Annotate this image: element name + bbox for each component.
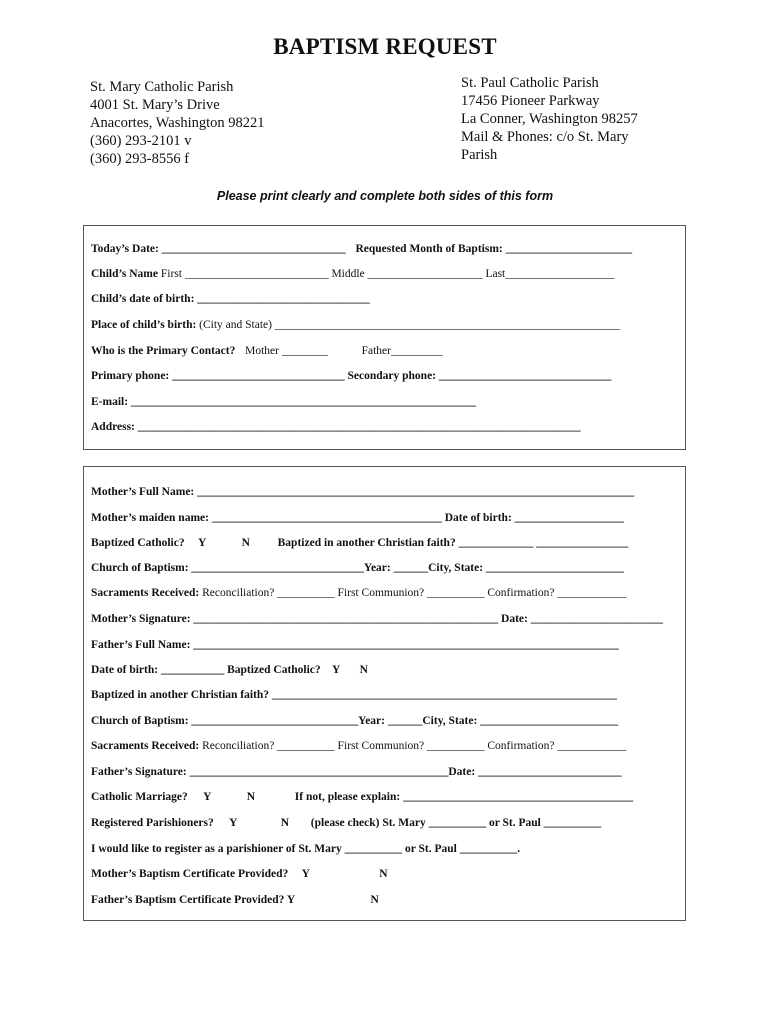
address-line: (360) 293-2101 v [90,133,192,149]
st-mary-address [90,78,265,168]
mother-cert-label: Mother’s Baptism Certificate Provided? [91,868,289,880]
yes-option[interactable]: Y [229,817,237,829]
birth-place-row [91,319,620,331]
mother-sacraments-row [91,587,626,599]
address-line: 4001 St. Mary’s Drive [90,97,220,113]
email-field[interactable]: E-mail: ____________________________________________________________ [91,396,476,408]
child-name-row [91,268,615,280]
no-option[interactable]: N [280,817,290,829]
no-option[interactable]: N [359,664,368,676]
no-option[interactable]: N [379,868,388,880]
address-line: La Conner, Washington 98257 [461,111,638,127]
address-line: St. Mary Catholic Parish [90,79,234,95]
catholic-marriage-label: Catholic Marriage? [91,791,188,803]
father-other-faith-field[interactable]: Baptized in another Christian faith? ____________________________________________________________ [91,689,617,701]
primary-contact-mother-option[interactable]: Mother ________ [245,345,328,357]
father-dob-row [91,664,368,676]
baptized-catholic-label: Baptized Catholic? [91,537,185,549]
marriage-explain-field[interactable]: If not, please explain: ________________________________________ [294,791,634,803]
father-full-name-field[interactable]: Father’s Full Name: __________________________________________________________________________ [91,639,619,651]
sacraments-label: Sacraments Received: [91,740,200,752]
father-dob-field[interactable]: Date of birth: ___________ Baptized Catholic? [91,664,321,676]
mother-other-faith-field[interactable]: Baptized in another Christian faith? _____________ ________________ [277,537,629,549]
yes-option[interactable]: Y [203,791,211,803]
parents-info-section [83,466,686,921]
address-line: Parish [461,147,498,163]
birth-place-field[interactable]: (City and State) ____________________________________________________________ [199,319,620,331]
mother-cert-row [91,868,388,880]
child-name-label: Child’s Name [91,268,158,280]
address-line: (360) 293-8556 f [90,151,190,167]
no-option[interactable]: N [241,537,250,549]
registered-label: Registered Parishioners? [91,817,214,829]
form-title: BAPTISM REQUEST [273,34,497,59]
address-line: 17456 Pioneer Parkway [461,93,600,109]
child-dob-field[interactable]: Child’s date of birth: ______________________________ [91,293,370,305]
mother-maiden-name-field[interactable]: Mother’s maiden name: ________________________________________ [91,512,442,524]
primary-phone-field[interactable]: Primary phone: ______________________________ [91,370,345,382]
mother-baptized-row [91,537,628,549]
father-cert-row [91,894,379,906]
address-line: St. Paul Catholic Parish [461,75,599,91]
mother-maiden-row [91,512,624,524]
address-line: Mail & Phones: c/o St. Mary [461,129,629,145]
requested-month-field[interactable]: Requested Month of Baptism: ______________________ [355,243,633,255]
registered-parish-check[interactable]: (please check) St. Mary __________ or St. Paul __________ [310,817,602,829]
father-signature-field[interactable]: Father’s Signature: _____________________________________________Date: _________________________ [91,766,622,778]
secondary-phone-field[interactable]: Secondary phone: ______________________________ [347,370,612,382]
yes-option[interactable]: Y [332,664,340,676]
mother-full-name-field[interactable]: Mother’s Full Name: ____________________________________________________________________________ [91,486,635,498]
mother-church-of-baptism-field[interactable]: Church of Baptism: ______________________________Year: ______City, State: ________________________ [91,562,624,574]
yes-option[interactable]: Y [197,537,206,549]
father-church-of-baptism-field[interactable]: Church of Baptism: _____________________________Year: ______City, State: ________________________ [91,715,619,727]
phones-row [91,370,611,382]
birth-place-label: Place of child’s birth: [91,319,197,331]
no-option[interactable]: N [246,791,256,803]
child-first-name-field[interactable]: First _________________________ [160,268,329,280]
catholic-marriage-row [91,791,633,803]
yes-option[interactable]: Y [301,868,310,880]
registered-row [91,817,601,829]
todays-date-field[interactable]: Today’s Date: ________________________________ [91,243,346,255]
mother-dob-field[interactable]: Date of birth: ___________________ [444,512,624,524]
address-field[interactable]: Address: _____________________________________________________________________________ [91,421,581,433]
primary-contact-father-option[interactable]: Father_________ [361,345,443,357]
register-wish-field[interactable]: I would like to register as a parishioner of St. Mary __________ or St. Paul __________. [91,843,521,855]
no-option[interactable]: N [370,894,379,906]
father-cert-label[interactable]: Father’s Baptism Certificate Provided? Y [91,894,295,906]
mother-signature-field[interactable]: Mother’s Signature: _____________________________________________________ Date: _______________________ [91,613,663,625]
child-last-name-field[interactable]: Last___________________ [485,268,615,280]
primary-contact-row [91,345,443,357]
child-middle-name-field[interactable]: Middle ____________________ [331,268,483,280]
primary-contact-label: Who is the Primary Contact? [91,345,236,357]
form-instructions: Please print clearly and complete both sides of this form [216,189,554,203]
sacraments-fields[interactable]: Reconciliation? __________ First Communion? __________ Confirmation? ____________ [202,740,627,752]
st-paul-address [461,74,638,164]
sacraments-fields[interactable]: Reconciliation? __________ First Communion? __________ Confirmation? ____________ [202,587,627,599]
father-sacraments-row [91,740,626,752]
child-info-section [83,225,686,450]
sacraments-label: Sacraments Received: [91,587,200,599]
address-line: Anacortes, Washington 98221 [90,115,265,131]
dates-row [91,243,632,255]
